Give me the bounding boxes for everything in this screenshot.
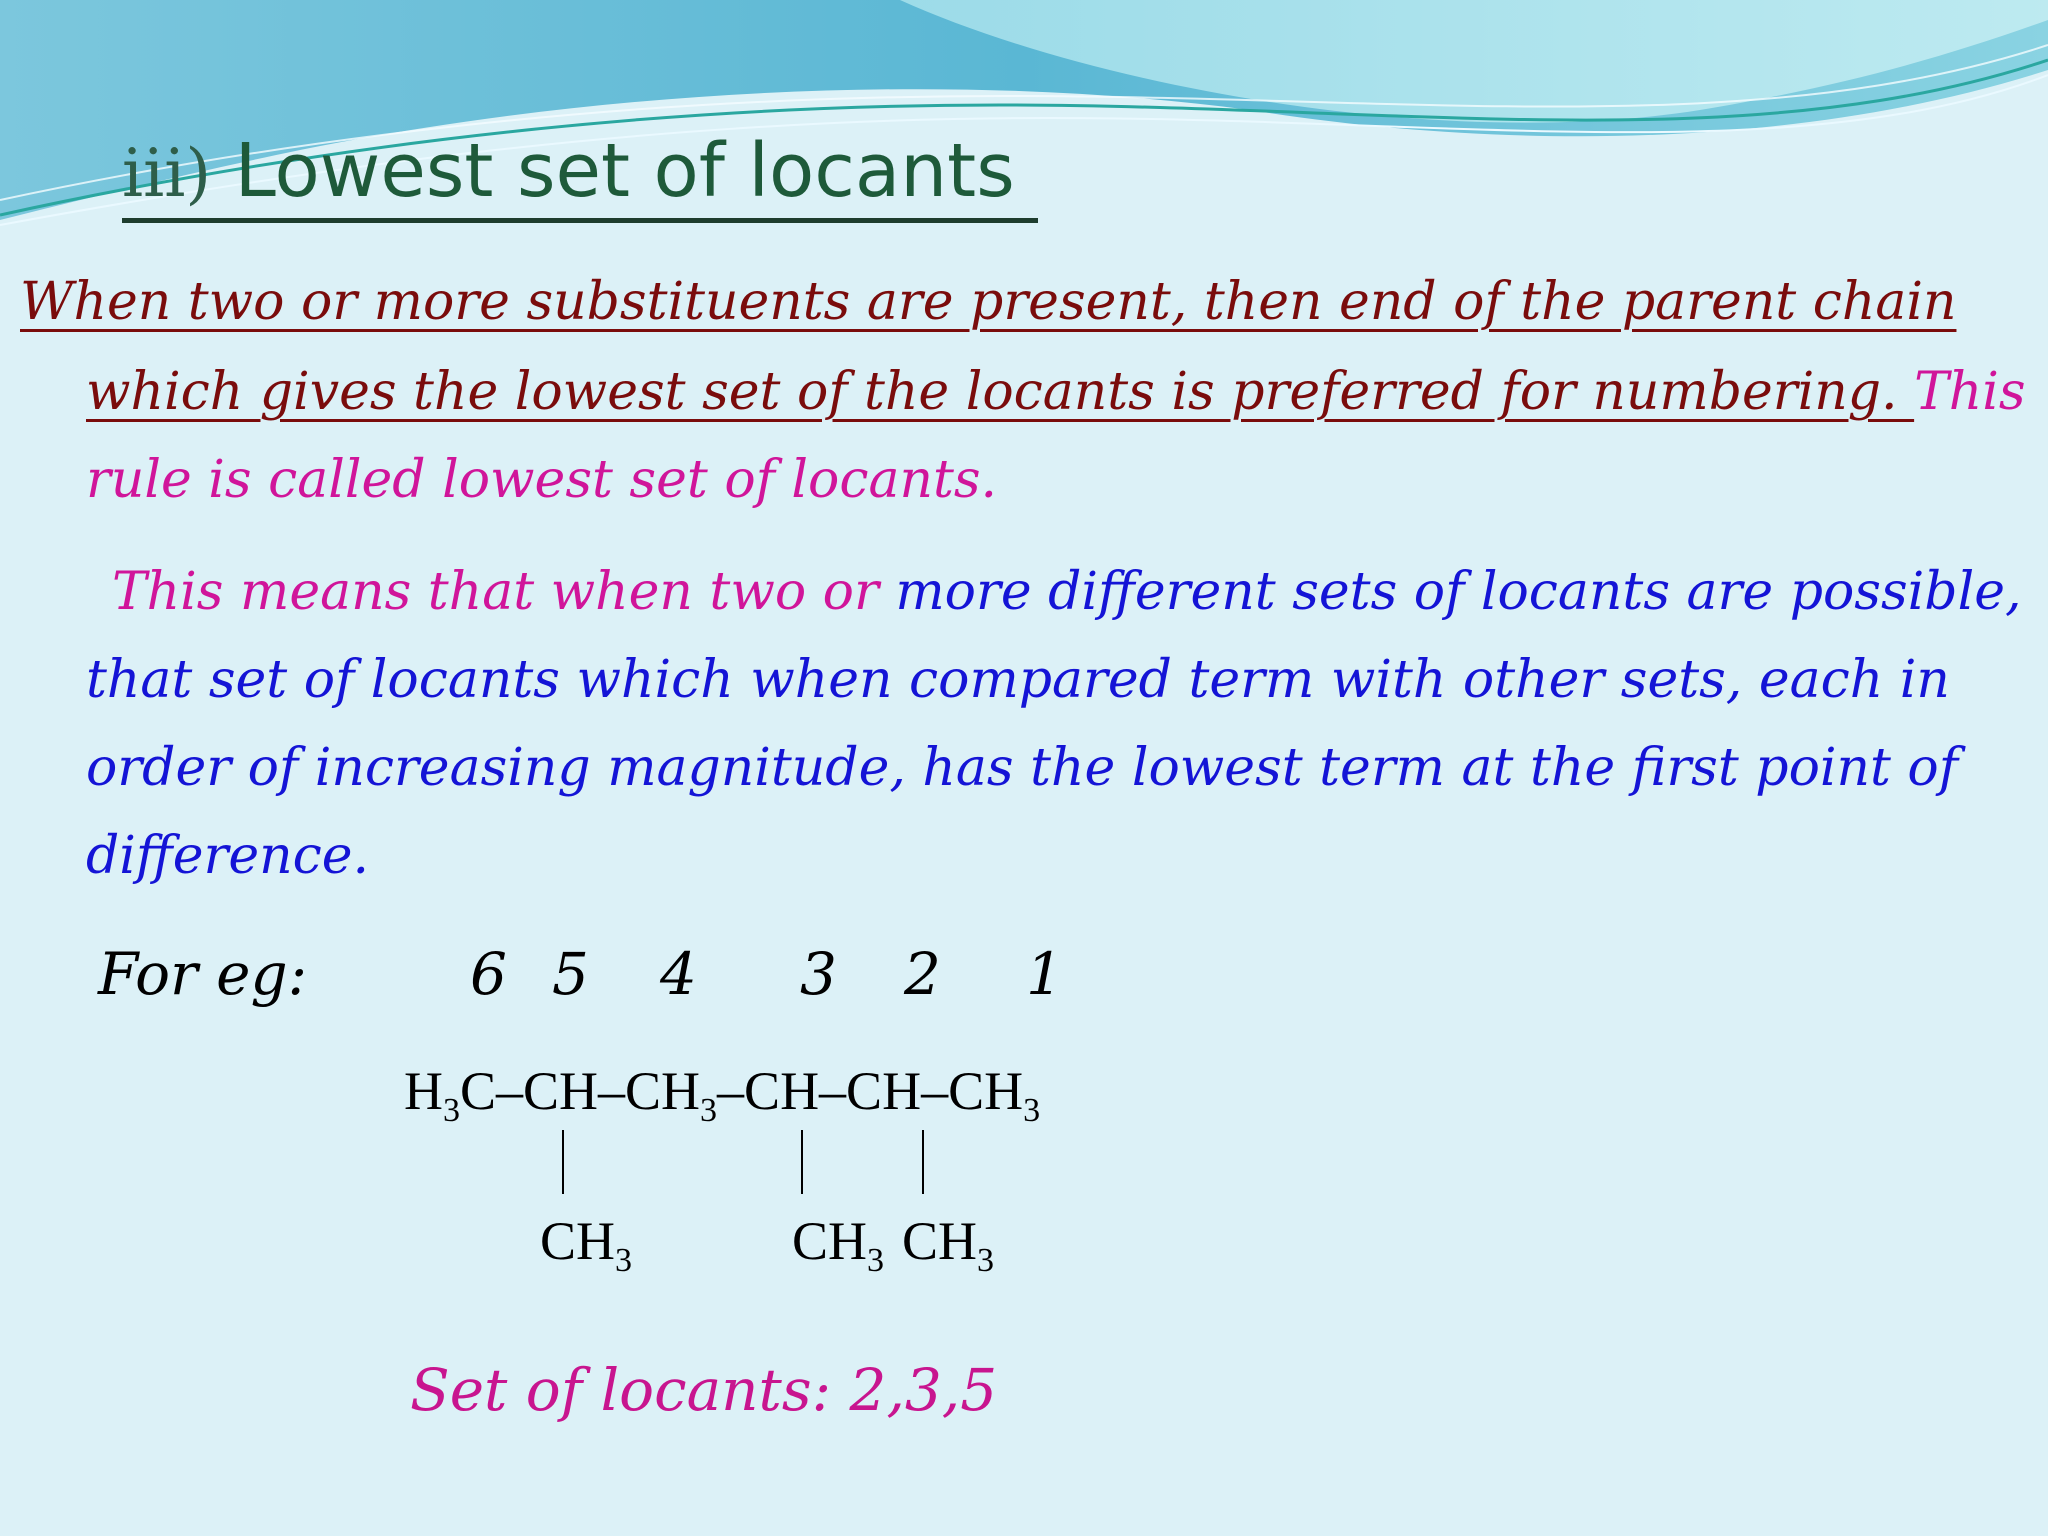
explanation-line-3: order of increasing magnitude, has the lowest term at the first point of: [86, 738, 1958, 798]
locant-number-5: 5: [552, 940, 589, 1008]
bond-line-c2: [922, 1130, 924, 1194]
main-chain-formula: [404, 1060, 1040, 1130]
substituent-c3-text: CH: [792, 1211, 868, 1271]
locant-number-1: 1: [1026, 940, 1063, 1008]
rule-line-3: rule is called lowest set of locants.: [86, 450, 998, 510]
substituent-c5-text: CH: [540, 1211, 616, 1271]
rule-line-1: When two or more substituents are present, then end of the parent chain: [20, 272, 1957, 332]
explanation-line-4: difference.: [86, 826, 370, 886]
locant-number-3: 3: [800, 940, 837, 1008]
locant-number-2: 2: [904, 940, 941, 1008]
rule-line-2-underlined: which gives the lowest set of the locants is preferred for numbering.: [86, 362, 1915, 422]
explanation-line-1-magenta: This means that when two or: [112, 562, 896, 622]
explanation-line-2: that set of locants which when compared term with other sets, each in: [86, 650, 1950, 710]
rule-line-2: [86, 362, 2026, 422]
set-of-locants: Set of locants: 2,3,5: [410, 1356, 998, 1424]
locant-number-4: 4: [660, 940, 697, 1008]
explanation-line-1: [112, 562, 2022, 622]
title-roman-numeral: iii): [122, 135, 212, 212]
substituent-c3-sub: 3: [867, 1242, 885, 1279]
chain-sub-3: 3: [1023, 1092, 1041, 1129]
title-text: Lowest set of locants: [211, 128, 1015, 214]
rule-line-2-tail: This: [1914, 362, 2026, 422]
title-underline: [122, 218, 1038, 223]
chain-sub-2: 3: [700, 1092, 718, 1129]
locant-number-6: 6: [470, 940, 507, 1008]
substituent-c5: [540, 1210, 632, 1280]
substituent-c2-text: CH: [902, 1211, 978, 1271]
example-label: For eg:: [98, 940, 308, 1008]
explanation-line-1-blue: more different sets of locants are possible,: [895, 562, 2022, 622]
substituent-c2: [902, 1210, 994, 1280]
substituent-c3: [792, 1210, 884, 1280]
chain-sub-1: 3: [443, 1092, 460, 1129]
substituent-c5-sub: 3: [615, 1242, 633, 1279]
substituent-c2-sub: 3: [977, 1242, 995, 1279]
chain-part-1: H: [404, 1061, 443, 1121]
chain-part-2: C–CH–CH: [460, 1061, 701, 1121]
chain-part-3: –CH–CH–CH: [717, 1061, 1024, 1121]
slide-title: [122, 128, 1015, 214]
bond-line-c5: [562, 1130, 564, 1194]
bond-line-c3: [801, 1130, 803, 1194]
